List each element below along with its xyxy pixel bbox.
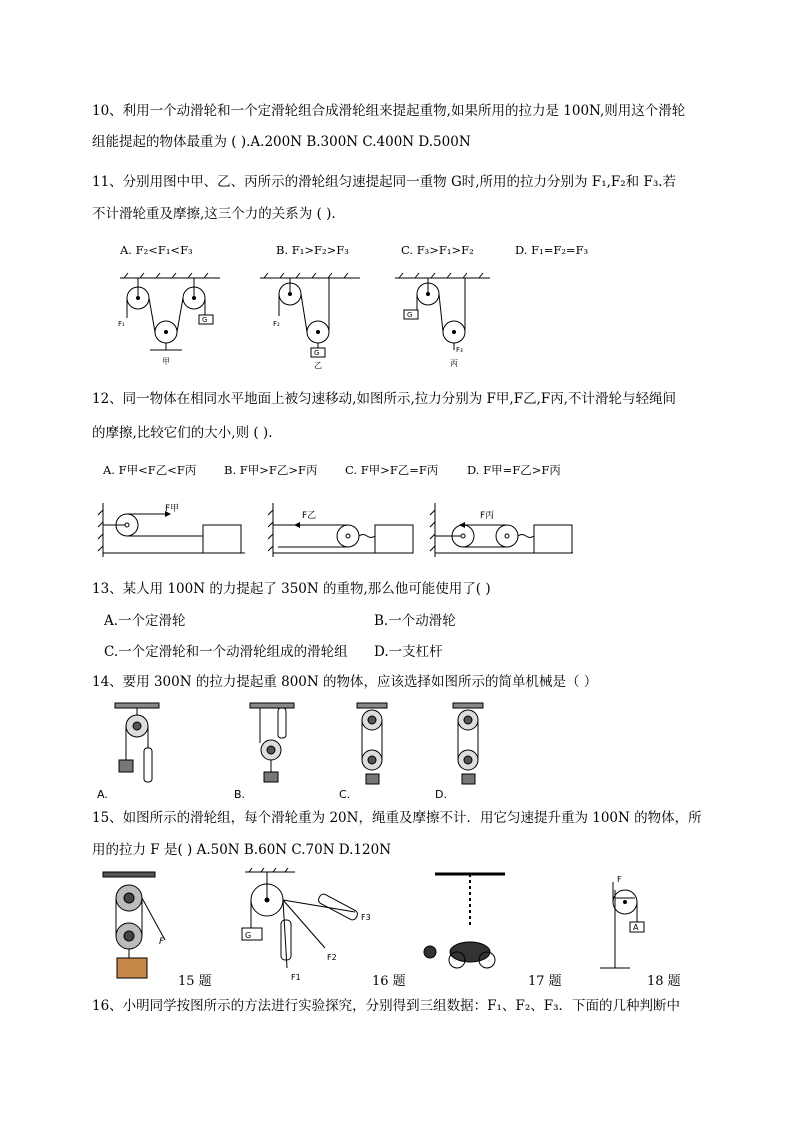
fig15-label-f: F: [159, 937, 165, 947]
q14-label-d: D.: [435, 788, 447, 801]
label-f2: F₂: [273, 320, 280, 328]
q11-option-a: A. F₂<F₁<F₃: [120, 243, 193, 257]
fig18-label-a: A: [633, 923, 639, 932]
q13-option-a: A.一个定滑轮: [104, 613, 186, 629]
label-f3: F₃: [456, 346, 463, 354]
q13-option-d: D.一支杠杆: [374, 644, 443, 660]
q10-line1: 10、利用一个动滑轮和一个定滑轮组合成滑轮组来提起重物,如果所用的拉力是 100N,则用这个滑轮: [92, 103, 686, 119]
fig16-label-f1: F1: [291, 973, 301, 982]
q11-option-c: C. F₃>F₁>F₂: [401, 243, 474, 257]
q12-horizontal-pulley-figures: [95, 495, 595, 565]
caption-17: 17 题: [528, 974, 562, 989]
q11-option-d: D. F₁=F₂=F₃: [515, 243, 589, 257]
fig16-label-f3: F3: [361, 913, 371, 922]
caption-16: 16 题: [372, 974, 406, 989]
label-jia: 甲: [162, 357, 170, 366]
label-f-bing: F丙: [480, 511, 495, 521]
q13-option-b: B.一个动滑轮: [374, 613, 456, 629]
q12-line2: 的摩擦,比较它们的大小,则 ( ).: [92, 425, 273, 441]
label-g2: G: [314, 349, 320, 357]
q11-option-b: B. F₁>F₂>F₃: [276, 243, 349, 257]
label-f-jia: F甲: [165, 504, 180, 514]
figure-jia: [120, 273, 220, 350]
label-g1: G: [202, 316, 208, 324]
figure-yi: [260, 273, 360, 357]
caption-18: 18 题: [647, 974, 681, 989]
label-yi: 乙: [314, 361, 322, 370]
label-bing: 丙: [450, 359, 458, 368]
q10-line2: 组能提起的物体最重为 ( ).A.200N B.300N C.400N D.500N: [92, 134, 471, 150]
q16-line1: 16、小明同学按图所示的方法进行实验探究，分别得到三组数据：F₁、F₂、F₃．下面的几种判断中: [92, 998, 681, 1014]
q12-line1: 12、同一物体在相同水平地面上被匀速移动,如图所示,拉力分别为 F甲,F乙,F丙,不计滑轮与轻绳间: [92, 391, 677, 407]
q12-option-b: B. F甲>F乙>F丙: [224, 463, 318, 477]
q12-option-c: C. F甲>F乙=F丙: [345, 463, 439, 477]
q14-label-c: C.: [339, 788, 351, 801]
q11-pulley-figures: [110, 270, 500, 370]
q14-line1: 14、要用 300N 的拉力提起重 800N 的物体，应该选择如图所示的简单机械是（ ）: [92, 674, 598, 690]
q14-label-a: A.: [97, 788, 108, 801]
q13-option-c: C.一个定滑轮和一个动滑轮组成的滑轮组: [104, 644, 348, 660]
q14-label-b: B.: [234, 788, 246, 801]
label-g3: G: [407, 311, 413, 319]
q15-line2: 用的拉力 F 是( ) A.50N B.60N C.70N D.120N: [92, 842, 392, 858]
q14-machine-figures: [95, 698, 515, 803]
fig18-label-f: F: [617, 875, 622, 884]
q11-line2: 不计滑轮重及摩擦,这三个力的关系为 ( ).: [92, 206, 336, 222]
q11-line1: 11、分别用图中甲、乙、丙所示的滑轮组匀速提起同一重物 G时,所用的拉力分别为 F₁,F₂和 F₃.若: [92, 174, 677, 190]
q12-option-a: A. F甲<F乙<F丙: [103, 463, 197, 477]
label-f1: F₁: [118, 320, 125, 328]
q12-option-d: D. F甲=F乙>F丙: [467, 463, 561, 477]
fig16-label-f2: F2: [327, 953, 337, 962]
label-f-yi: F乙: [302, 511, 317, 521]
q15-line1: 15、如图所示的滑轮组，每个滑轮重为 20N，绳重及摩擦不计．用它匀速提升重为 100N 的物体，所: [92, 810, 702, 826]
q13-line1: 13、某人用 100N 的力提起了 350N 的重物,那么他可能使用了( ): [92, 581, 491, 597]
caption-15: 15 题: [178, 974, 212, 989]
fig16-label-g: G: [245, 931, 252, 940]
